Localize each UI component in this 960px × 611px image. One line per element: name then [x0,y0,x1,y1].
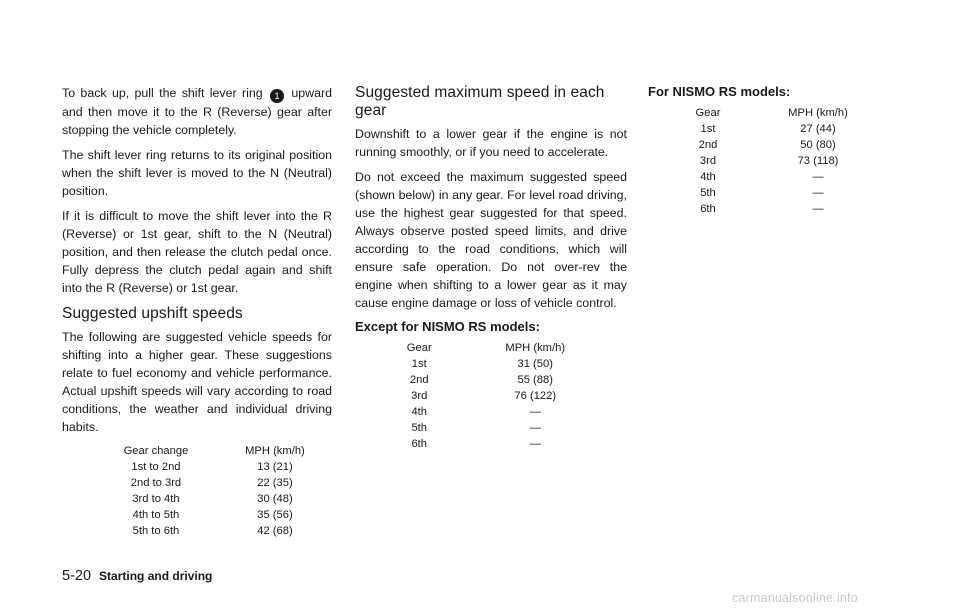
gear-cell: 6th [700,203,716,215]
right-column [648,84,898,217]
gear-cell: 3rd to 4th [132,493,180,505]
speed-cell: — [529,422,541,434]
table-row [678,185,898,201]
gear-cell: 5th [700,187,716,199]
gear-cell: 4th [411,406,428,418]
table-row [395,404,627,420]
gear-cell: 4th [700,171,716,183]
speed-cell: 31 (50) [517,358,553,370]
table-row [678,121,898,137]
max-speed-table-standard [395,340,627,452]
except-nismo-subheading: Except for NISMO RS models: [355,319,540,334]
max-speed-paragraph: Do not exceed the maximum suggested speed (shown below) in any gear. For level road driving, use the highest gear suggested for that speed. Always observe posted speed limits, and drive according to the road conditions, which will ensure safe operation. Do not over-rev the engine when shifting to a lower gear as it may cause engine damage or loss of vehicle control. [355,170,627,310]
table-row [678,169,898,185]
speed-cell: — [812,203,824,215]
gear-cell: 1st [700,123,716,135]
speed-cell: 22 (35) [257,477,293,489]
page-footer [62,568,212,584]
max-speed-heading: Suggested maximum speed in each gear [355,84,605,119]
table-row [94,459,332,475]
section-title: Starting and driving [99,569,213,583]
middle-column [355,84,627,452]
gear-cell: 5th to 6th [132,525,180,537]
table-row [395,436,627,452]
table-row [678,153,898,169]
table-row [395,420,627,436]
table-row [395,356,627,372]
gear-cell: 6th [411,438,428,450]
speed-cell: 55 (88) [517,374,553,386]
gear-cell: 2nd to 3rd [130,477,182,489]
speed-cell: 27 (44) [800,123,836,135]
speed-cell: — [529,406,541,418]
left-column [62,84,332,539]
page-number: 5-20 [62,568,92,584]
header-speed: MPH (km/h) [788,107,848,119]
table-row [395,388,627,404]
upshift-heading: Suggested upshift speeds [62,305,243,322]
speed-cell: 76 (122) [514,390,557,402]
upshift-speed-table [94,443,332,539]
ring-return-paragraph: The shift lever ring returns to its original position when the shift lever is moved to the N (Neutral) position. [62,148,332,198]
upshift-paragraph: The following are suggested vehicle speeds for shifting into a higher gear. These suggestions relate to fuel economy and vehicle performance. Actual upshift speeds will vary according to road conditions, the weather and individual driving habits. [62,330,332,434]
backup-paragraph: To back up, pull the shift lever ring 1 upward and then move it to the R (Reverse) gear after stopping the vehicle completely. [62,86,332,137]
callout-1-icon: 1 [270,89,284,103]
table-header-row [678,105,898,121]
downshift-paragraph: Downshift to a lower gear if the engine is not running smoothly, or if you need to accelerate. [355,127,627,159]
header-speed: MPH (km/h) [505,342,566,354]
difficulty-paragraph: If it is difficult to move the shift lever into the R (Reverse) or 1st gear, shift to the N (Neutral) position, and then release the clutch pedal once. Fully depress the clutch pedal again and shift into the R (Reverse) or 1st gear. [62,209,332,295]
gear-cell: 5th [411,422,428,434]
header-gear: Gear [695,107,721,119]
header-gear-change: Gear change [123,445,189,457]
speed-cell: 42 (68) [257,525,293,537]
gear-cell: 2nd [409,374,429,386]
table-header-row [395,340,627,356]
table-row [94,475,332,491]
speed-cell: — [812,187,824,199]
speed-cell: 35 (56) [257,509,293,521]
speed-cell: 50 (80) [800,139,836,151]
speed-cell: 13 (21) [257,461,293,473]
watermark: carmanualsonline.info [732,591,858,605]
speed-cell: 73 (118) [797,155,839,167]
speed-cell: — [812,171,824,183]
gear-cell: 1st to 2nd [131,461,181,473]
gear-cell: 1st [411,358,427,370]
header-gear: Gear [406,342,432,354]
table-row [678,201,898,217]
table-row [94,507,332,523]
speed-cell: 30 (48) [257,493,293,505]
max-speed-table-nismo [678,105,898,217]
nismo-subheading: For NISMO RS models: [648,84,791,99]
table-row [678,137,898,153]
gear-cell: 3rd [411,390,428,402]
table-header-row [94,443,332,459]
table-row [94,491,332,507]
speed-cell: — [529,438,541,450]
table-row [94,523,332,539]
gear-cell: 3rd [699,155,717,167]
header-speed: MPH (km/h) [245,445,305,457]
gear-cell: 2nd [698,139,718,151]
table-row [395,372,627,388]
gear-cell: 4th to 5th [132,509,180,521]
